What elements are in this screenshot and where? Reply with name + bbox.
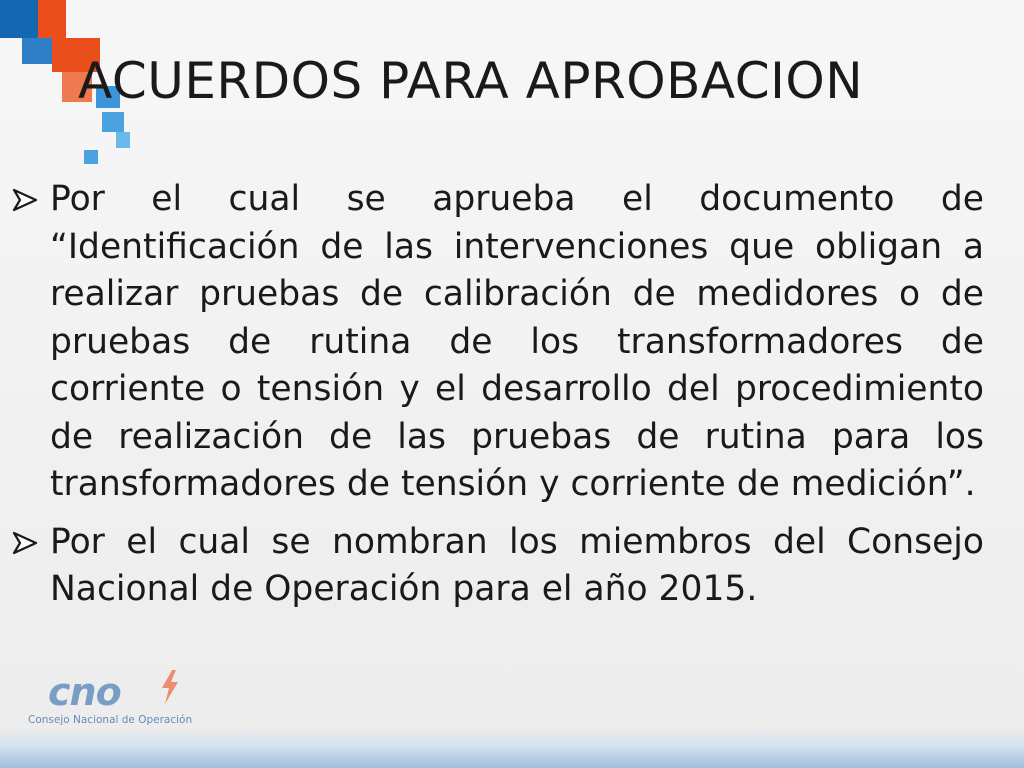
- deco-square-blue-2: [22, 38, 52, 64]
- bullet-list: [12, 176, 984, 624]
- logo-mark: cno: [48, 670, 121, 714]
- arrow-bullet-icon: [12, 189, 38, 211]
- slide-title: ACUERDOS PARA APROBACION: [78, 52, 864, 110]
- bullet-text: Por el cual se aprueba el documento de “Identificación de las intervenciones que obligan a realizar pruebas de calibración de medidores o de pruebas de rutina de los transformadores de corriente o tensión y el desarrollo del procedimiento de realización de las pruebas de rutina para los transformadores de tensión y corriente de medición”.: [50, 179, 984, 504]
- bullet-item: [12, 176, 984, 509]
- deco-square-blue-6: [84, 150, 98, 164]
- lightning-bolt-icon: [160, 670, 180, 704]
- deco-square-blue-5: [116, 132, 130, 148]
- deco-square-blue-1: [0, 0, 38, 38]
- deco-square-blue-4: [102, 112, 124, 132]
- deco-square-orange-1: [38, 0, 66, 38]
- arrow-bullet-icon: [12, 532, 38, 554]
- cno-logo: [28, 668, 228, 734]
- bullet-item: [12, 519, 984, 614]
- bullet-text: Por el cual se nombran los miembros del Consejo Nacional de Operación para el año 2015.: [50, 521, 984, 609]
- logo-subtitle: Consejo Nacional de Operación: [28, 714, 193, 726]
- footer-gradient-bar: [0, 728, 1024, 768]
